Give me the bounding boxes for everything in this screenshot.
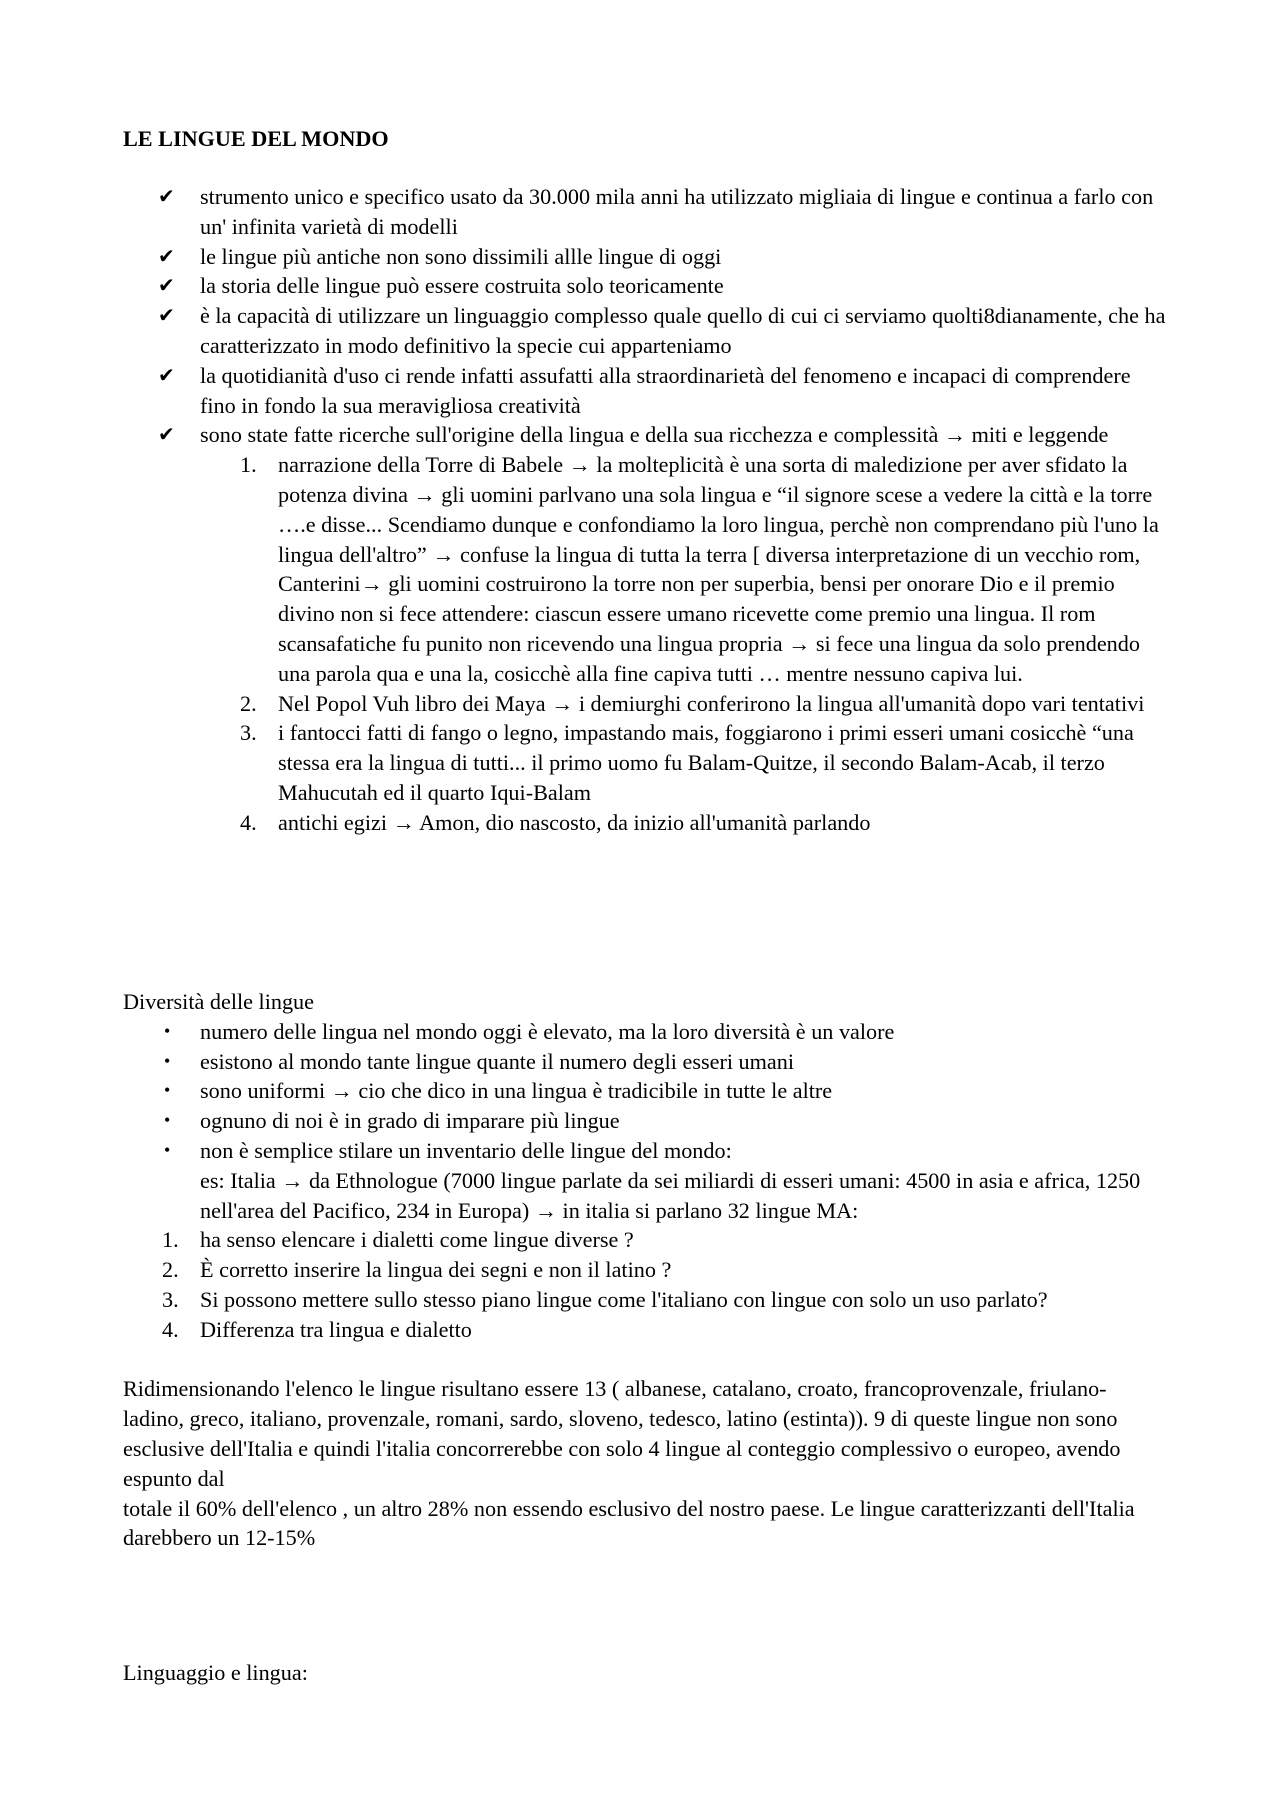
checkmark-icon: ✔ <box>158 273 175 298</box>
checkmark-icon: ✔ <box>158 243 175 268</box>
question-text: ha senso elencare i dialetti come lingue diverse ? <box>200 1227 634 1253</box>
list-item-text: le lingue più antiche non sono dissimili allle lingue di oggi <box>200 243 722 269</box>
question-item <box>0 1225 1170 1255</box>
summary-paragraph <box>0 1374 1153 1553</box>
item-number: 1. <box>240 452 257 478</box>
checkmark-icon: ✔ <box>158 303 175 328</box>
item-number: 3. <box>240 720 257 746</box>
paragraph-rest-text: totale il 60% dell'elenco , un altro 28% non essendo esclusivo del nostro paese. Le lingue caratterizzanti dell'Italia darebbero un 12-15% <box>123 1495 1135 1551</box>
bullet-icon: • <box>164 1110 171 1131</box>
list-item <box>0 1136 1170 1225</box>
bullet-list <box>0 1017 1280 1226</box>
list-item <box>0 1047 1170 1077</box>
list-item <box>0 1106 1170 1136</box>
myth-item <box>200 450 1170 688</box>
question-item <box>0 1315 1170 1345</box>
section-heading: Linguaggio e lingua: <box>123 1660 308 1685</box>
diversity-section <box>0 987 1280 1553</box>
myths-list <box>200 450 1170 837</box>
myth-item <box>200 808 1170 838</box>
list-item <box>0 361 1170 421</box>
list-item <box>0 301 1170 361</box>
list-item-text: è la capacità di utilizzare un linguaggio complesso quale quello di cui ci serviamo quolti8dianamente, che ha caratterizzato in modo definitivo la specie cui apparteniamo <box>200 303 1166 358</box>
question-item <box>0 1255 1170 1285</box>
section-heading: Diversità delle lingue <box>123 989 314 1014</box>
myth-item <box>200 689 1170 719</box>
list-item-text: sono uniformi → cio che dico in una lingua è tradicibile in tutte le altre <box>200 1078 833 1104</box>
list-item-text: non è semplice stilare un inventario delle lingue del mondo: <box>200 1137 732 1163</box>
bullet-icon: • <box>164 1139 171 1160</box>
list-item <box>0 420 1170 837</box>
list-item-text: esistono al mondo tante lingue quante il numero degli esseri umani <box>200 1048 795 1074</box>
list-item-text: ognuno di noi è in grado di imparare più lingue <box>200 1108 620 1134</box>
myth-text: narrazione della Torre di Babele → la molteplicità è una sorta di maledizione per aver sfidato la potenza divina → gli uomini parlvano una sola lingua e “il signore scese a vedere la città e la torre ….e disse... Scendiamo dunque e confondiamo la loro lingua, perchè non comprendano più l'uno la lingua dell'altro” → confuse la lingua di tutta la terra [ diversa interpretazione di un vecchio rom, Canterini→ gli uomini costruirono la torre non per superbia, bensi per onorare Dio e il premio divino non si fece attendere: ciascun essere umano ricevette come premio una lingua. Il rom scansafatiche fu punito non ricevendo una lingua propria → si fece una lingua da solo prendendo una parola qua e una la, cosicchè alla fine capiva tutti … mentre nessuno capiva lui. <box>278 452 1159 686</box>
checkmark-icon: ✔ <box>158 422 175 447</box>
check-list <box>0 182 1280 838</box>
bullet-icon: • <box>164 1080 171 1101</box>
question-text: Differenza tra lingua e dialetto <box>200 1316 472 1342</box>
list-item-text: numero delle lingua nel mondo oggi è elevato, ma la loro diversità è un valore <box>200 1018 895 1044</box>
page-title: LE LINGUE DEL MONDO <box>123 126 389 151</box>
bullet-icon: • <box>164 1020 171 1041</box>
item-number: 3. <box>162 1286 179 1312</box>
checkmark-icon: ✔ <box>158 184 175 208</box>
question-item <box>0 1285 1170 1315</box>
example-text: es: Italia → da Ethnologue (7000 lingue parlate da sei miliardi di esseri umani: 4500 in asia e africa, 1250 nell'area del Pacifico, 234 in Europa) → in italia si parlano 32 lingue MA: <box>200 1167 1141 1223</box>
myth-item <box>200 718 1170 807</box>
item-number: 1. <box>162 1227 179 1253</box>
checkmark-icon: ✔ <box>158 362 175 387</box>
item-number: 2. <box>162 1257 179 1283</box>
question-text: Si possono mettere sullo stesso piano lingue come l'italiano con lingue con solo un uso parlato? <box>200 1286 1048 1312</box>
list-item-text: la quotidianità d'uso ci rende infatti assufatti alla straordinarietà del fenomeno e incapaci di comprendere fino in fondo la sua meravigliosa creatività <box>200 362 1131 418</box>
myth-text: antichi egizi → Amon, dio nascosto, da inizio all'umanità parlando <box>278 809 871 835</box>
item-number: 2. <box>240 690 257 716</box>
list-item-text: sono state fatte ricerche sull'origine della lingua e della sua ricchezza e complessità → miti e leggende <box>200 422 1109 448</box>
list-item <box>0 1017 1170 1047</box>
myth-text: Nel Popol Vuh libro dei Maya → i demiurghi conferirono la lingua all'umanità dopo vari tentativi <box>278 690 1145 716</box>
myth-text: i fantocci fatti di fango o legno, impastando mais, foggiarono i primi esseri umani cosicchè “una stessa era la lingua di tutti... il primo uomo fu Balam-Quitze, il secondo Balam-Acab, il terzo Mahucutah ed il quarto Iqui-Balam <box>278 720 1134 805</box>
list-item <box>0 271 1170 301</box>
list-item <box>0 1076 1170 1106</box>
question-text: È corretto inserire la lingua dei segni e non il latino ? <box>200 1257 672 1283</box>
list-item-text: la storia delle lingue può essere costruita solo teoricamente <box>200 273 724 299</box>
list-item <box>0 242 1170 272</box>
list-item-text: strumento unico e specifico usato da 30.000 mila anni ha utilizzato migliaia di lingue e continua a farlo con un' infinita varietà di modelli <box>200 184 1154 239</box>
list-item <box>0 182 1170 242</box>
item-number: 4. <box>162 1316 179 1342</box>
paragraph-indented-text: Ridimensionando l'elenco le lingue risultano essere 13 ( albanese, catalano, croato, francoprovenzale, friulano-ladino, greco, italiano, provenzale, romani, sardo, sloveno, tedesco, latino (estinta)). 9 di queste lingue non sono esclusive dell'Italia e quindi l'italia concorrerebbe con solo 4 lingue al conteggio complessivo o europeo, avendo espunto dal <box>123 1376 1121 1491</box>
bullet-icon: • <box>164 1050 171 1071</box>
questions-list <box>0 1225 1280 1344</box>
item-number: 4. <box>240 809 257 835</box>
